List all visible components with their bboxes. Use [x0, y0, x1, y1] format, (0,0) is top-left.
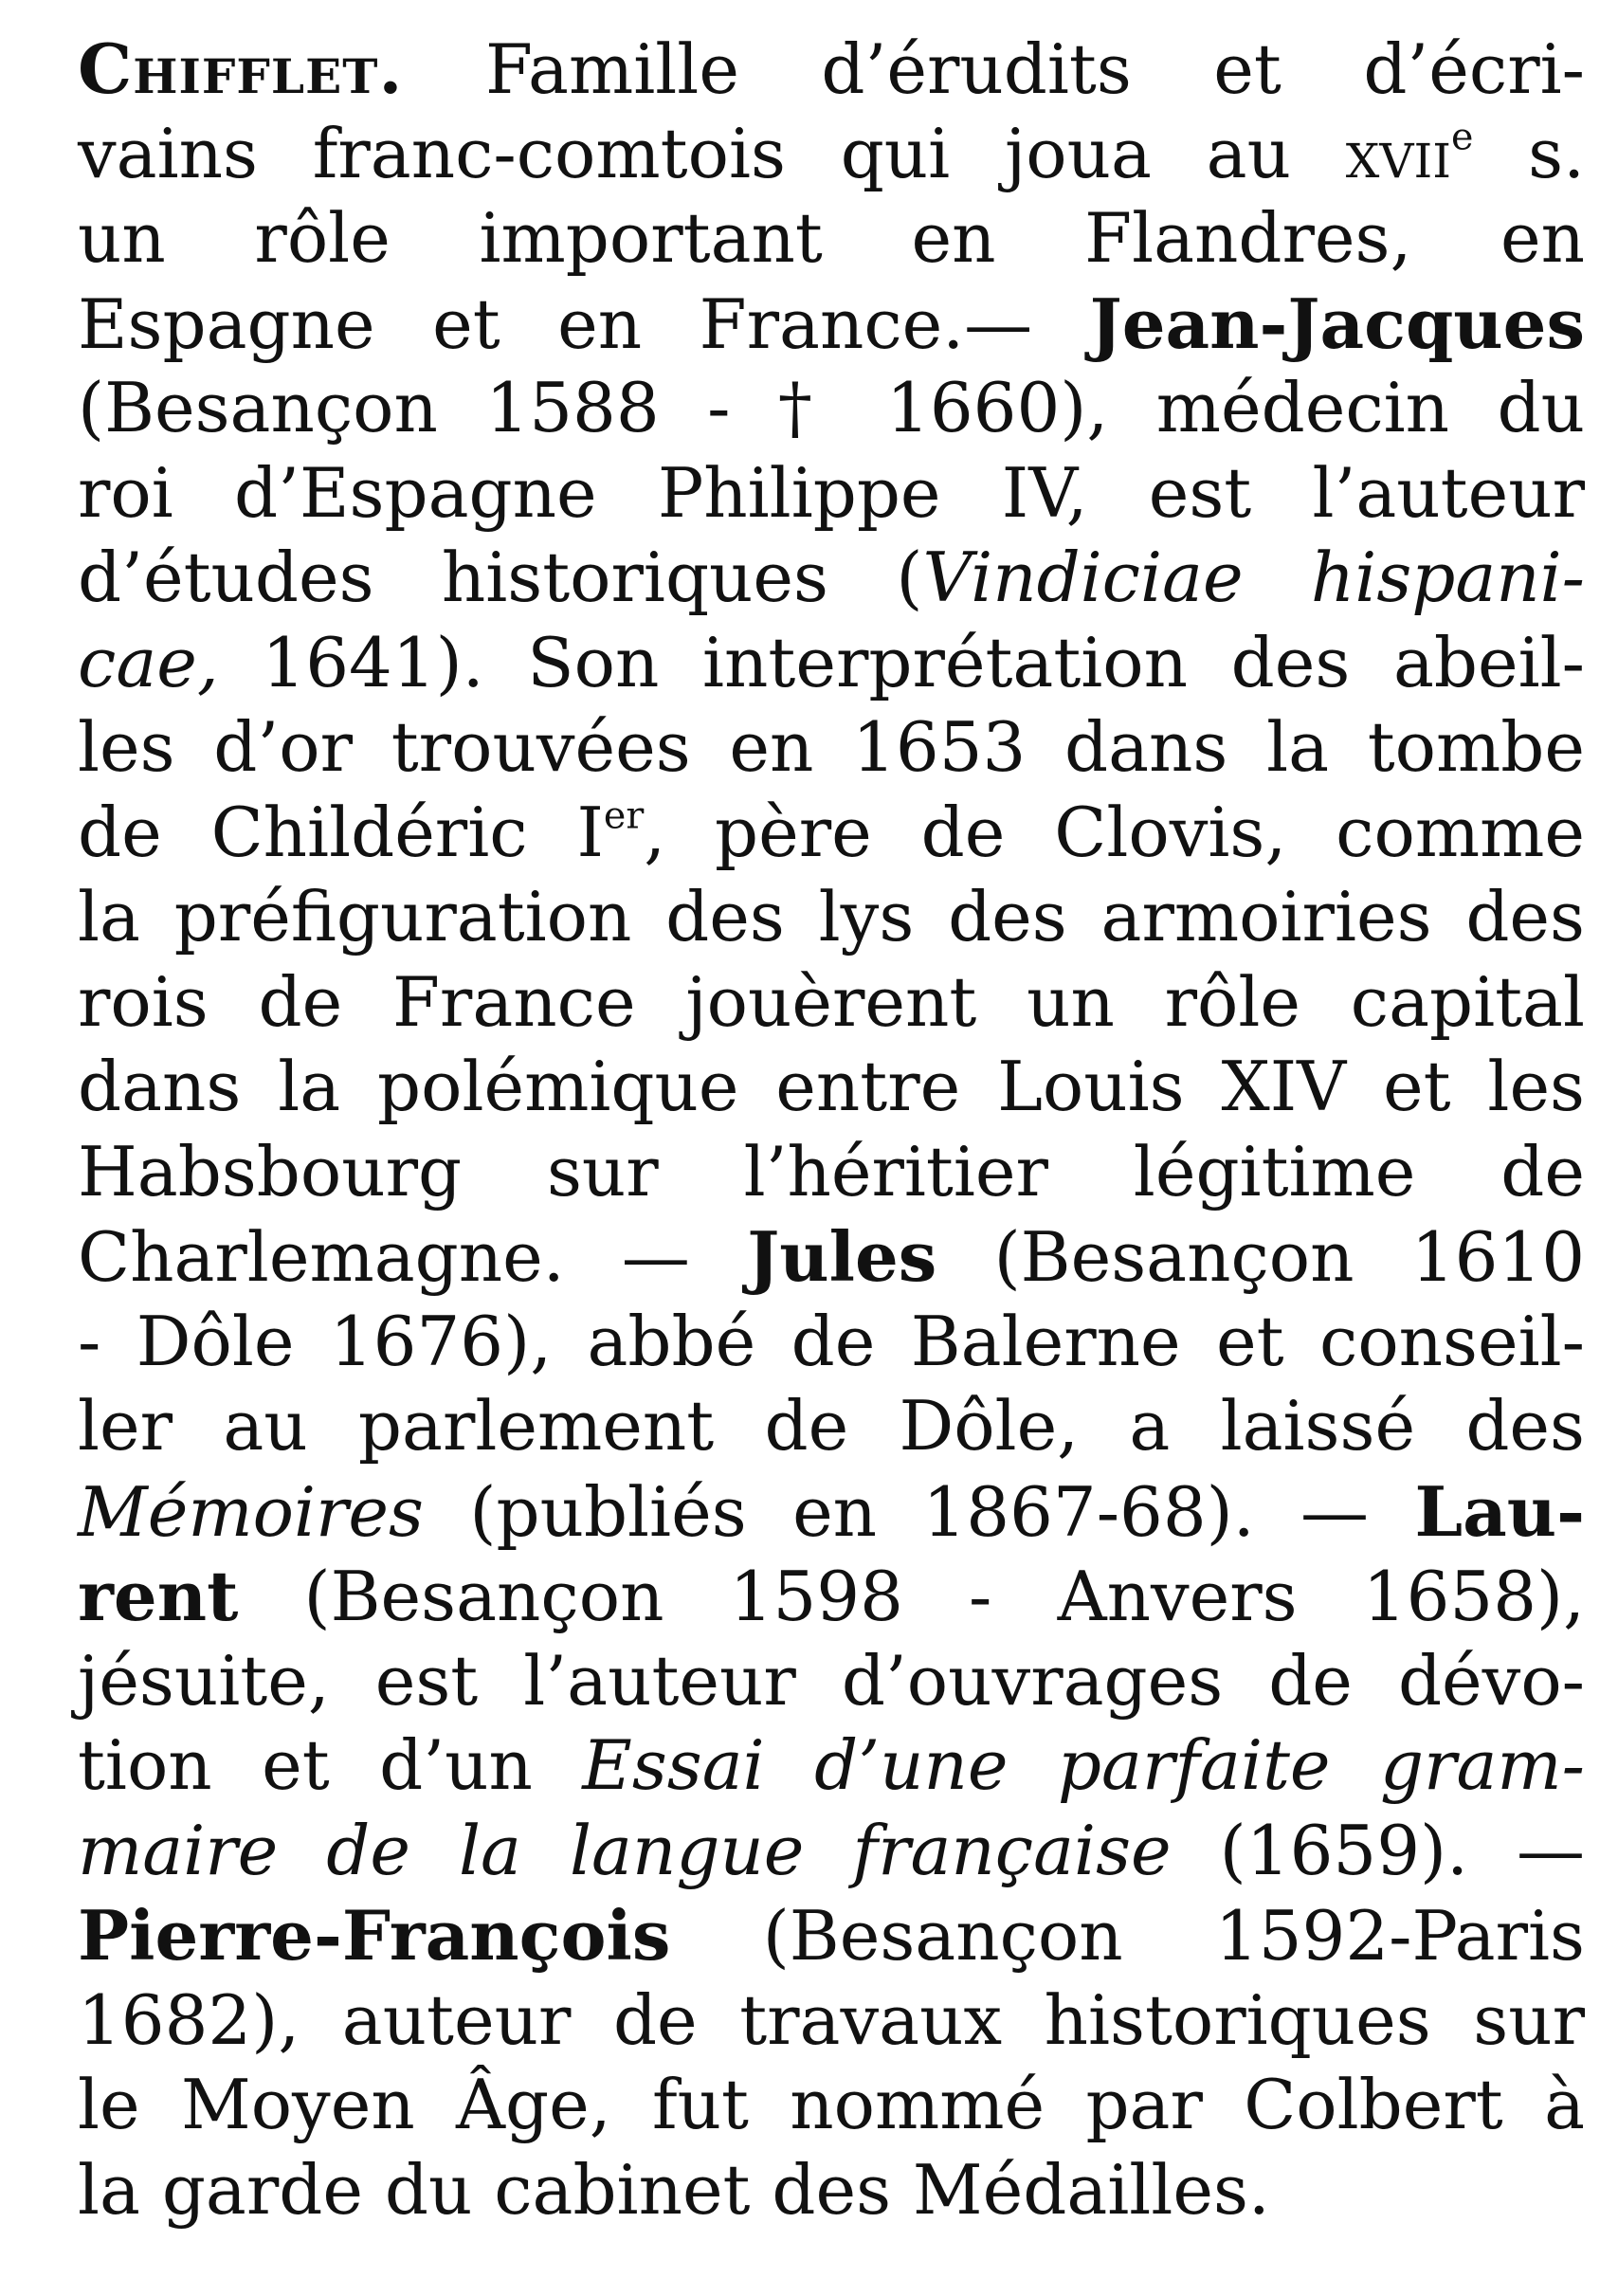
entry-text: , père de Clovis, comme [644, 792, 1585, 872]
entry-text: tion et d’un [78, 1725, 583, 1805]
entry-text: vains franc-comtois qui joua au [78, 113, 1346, 193]
entry-line [78, 791, 1585, 876]
entry-text: s. [1473, 113, 1585, 193]
entry-line [78, 1214, 1585, 1300]
work-title: Essai d’une parfaite gram- [582, 1725, 1585, 1805]
entry-line: un rôle important en Flandres, en [78, 198, 1585, 278]
entry-line [78, 282, 1585, 367]
person-name: Jules [747, 1216, 937, 1297]
entry-text: Famille d’érudits et d’écri- [403, 29, 1585, 109]
entry-line: la garde du cabinet des Médailles. [78, 2149, 1270, 2230]
work-title: maire de la langue française [78, 1810, 1172, 1890]
entry-line [78, 112, 1585, 197]
entry-line: rois de France jouèrent un rôle capital [78, 961, 1585, 1042]
entry-line: la préfiguration des lys des armoiries des [78, 877, 1585, 957]
person-name: Lau- [1414, 1470, 1585, 1552]
work-title: Mémoires [78, 1471, 424, 1552]
superscript: e [1450, 114, 1474, 158]
entry-line: 1682), auteur de travaux historiques sur [78, 1979, 1585, 2060]
entry-line: ler au parlement de Dôle, a laissé des [78, 1386, 1585, 1466]
entry-line [78, 1893, 1585, 1978]
entry-text: 1641). Son interprétation des abeil- [218, 622, 1585, 702]
entry-line [78, 1723, 1585, 1809]
person-name: rent [78, 1556, 239, 1636]
work-title: cae, [78, 622, 219, 702]
entry-text: Espagne et en France.— [78, 283, 1090, 364]
entry-line: dans la polémique entre Louis XIV et les [78, 1047, 1585, 1126]
dictionary-entry [78, 27, 1585, 2232]
entry-line [78, 27, 1585, 112]
entry-text: de Childéric I [78, 792, 604, 872]
work-title: Vindiciae hispani- [922, 538, 1586, 617]
entry-line [78, 1469, 1585, 1555]
entry-line [78, 536, 1585, 621]
entry-text: Charlemagne. — [78, 1217, 748, 1297]
entry-text: (Besançon 1610 [936, 1217, 1586, 1297]
entry-text: d’études historiques ( [78, 538, 923, 617]
person-name: Jean-Jacques [1089, 282, 1585, 364]
entry-text: (Besançon 1598 - Anvers 1658), [238, 1557, 1585, 1636]
entry-line: jésuite, est l’auteur d’ouvrages de dévo- [78, 1640, 1585, 1721]
entry-line [78, 1554, 1585, 1639]
entry-text: (1659). — [1171, 1810, 1586, 1890]
entry-line: les d’or trouvées en 1653 dans la tombe [78, 707, 1585, 787]
entry-text: (publiés en 1867-68). — [423, 1471, 1415, 1552]
entry-line: (Besançon 1588 - † 1660), médecin du [78, 368, 1585, 447]
entry-headword: Chifflet. [78, 28, 404, 109]
entry-line: - Dôle 1676), abbé de Balerne et conseil- [78, 1301, 1585, 1381]
century-numeral: xvii [1345, 113, 1451, 193]
entry-line: roi d’Espagne Philippe IV, est l’auteur [78, 452, 1585, 533]
entry-line [78, 621, 1585, 706]
superscript: er [603, 793, 645, 837]
entry-line: Habsbourg sur l’héritier légitime de [78, 1131, 1585, 1212]
entry-line: le Moyen Âge, fut nommé par Colbert à [78, 2065, 1585, 2144]
person-name: Pierre-François [78, 1895, 671, 1976]
entry-line [78, 1809, 1585, 1894]
entry-text: (Besançon 1592-Paris [670, 1896, 1585, 1976]
